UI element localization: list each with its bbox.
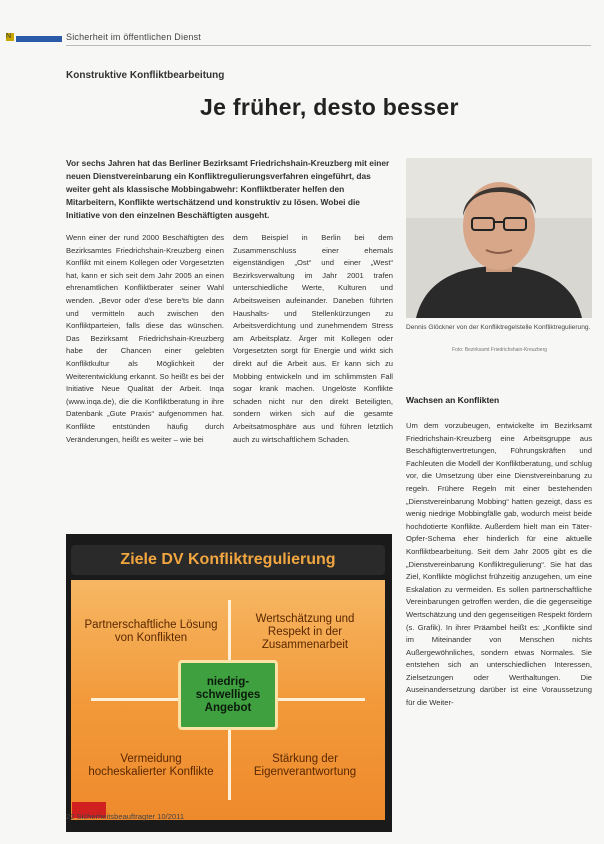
section-subheading: Wachsen an Konflikten xyxy=(406,395,500,405)
section-header: Sicherheit im öffentlichen Dienst xyxy=(66,32,201,42)
goal-top-left: Partnerschaftliche Lösung von Konflikten xyxy=(84,619,218,644)
goals-diagram xyxy=(66,534,392,832)
goal-bottom-right: Stärkung der Eigenverantwortung xyxy=(253,753,357,778)
goal-top-right: Wertschätzung und Respekt in der Zusammenarbeit xyxy=(255,612,355,651)
page-footer: 22 Sicherheitsbeauftragter 10/2011 xyxy=(66,812,185,821)
section-color-bar xyxy=(16,36,62,42)
header-divider xyxy=(66,45,591,46)
page-marker: N xyxy=(6,33,14,41)
diagram-panel xyxy=(71,580,385,820)
photo-credit: Foto: Bezirksamt Friedrichshain-Kreuzberg xyxy=(452,347,548,353)
portrait-photo xyxy=(406,158,592,318)
photo-caption: Dennis Glöckner von der Konfliktregelstelle Konfliktregulierung. xyxy=(406,324,591,331)
portrait-illustration xyxy=(406,158,592,318)
article-lead: Vor sechs Jahren hat das Berliner Bezirksamt Friedrichshain-Kreuzberg mit einer neuen Dienstvereinbarung ein Konfliktregulierungsverfahren eingeführt, das weiter geht als klassische Mobbingabwehr: Konfliktberater helfen den Mitarbeitern, Konflikte wertschätzend und konstruktiv zu lösen. Wobei die Initiative von den einzelnen Beschäftigten ausgeht. xyxy=(66,158,390,221)
body-column-2: dem Beispiel in Berlin bei dem Zusammenschluss einer ehemals eigenständigen „Ost“ und einer „West“ Bezirksverwaltung im Jahr 2001 trafen unterschiedliche Werte, Kulturen und Arbeitsweisen aufeinander. Daneben führten Haushalts- und Stellenkürzungen zu Arbeitsverdichtung und zunehmendem Stress am Arbeitsplatz. Ärger mit Kollegen oder Vorgesetzten sorgt für Energie und wirkt sich direkt auf die Arbeit aus. Er kann sich zu Mobbing entwickeln und im schlimmsten Fall sogar krank machen. Ungelöste Konflikte schaden nicht nur den direkt Beteiligten, sondern wirken sich auf die gesamte Arbeitsatmosphäre aus und führen letztlich auch zu wirtschaftlichem Schaden. xyxy=(233,233,393,444)
body-column-3: Um dem vorzubeugen, entwickelte im Bezirksamt Friedrichshain-Kreuzberg eine Arbeitsgruppe aus Beschäftigtenvertretungen, Führungskräften und Fachleuten die Modell der Konfliktberatung, und schlug vor, die Umsetzung über eine Dienstvereinbarung zu regeln. Frühere Regeln mit einer bestehenden „Dienstvereinbarung Mobbing“ hatten gezeigt, dass es wenig niedrige Mobbingfälle gab, wodurch meist beide hochdotierte Konflikte. Außerdem hielt man ein Täter-Opfer-Schema eher hinderlich für eine aktuelle Konfliktbearbeitung. Seit dem Jahr 2005 gibt es die „Dienstvereinbarung Konfliktregulierung“. Sie hat das Ziel, Konflikte möglichst frühzeitig anzugehen, um eine Eskalation zu vermeiden. Es sollen partnerschaftliche Vereinbarungen getroffen werden, die die gegenseitige Wertschätzung und den gegenseitigen Respekt fördern (s. Grafik). In ihrer Präambel heißt es: „Konflikte sind im Miteinander von Menschen nichts Außergewöhnliches, sondern etwas Normales. Sie entstehen sich an unterschiedlichen Interessen, Zielsetzungen oder Werthaltungen. Die Auseinandersetzung darüber ist eine Voraussetzung für die Weiter- xyxy=(406,421,592,708)
diagram-title: Ziele DV Konfliktregulierung xyxy=(71,545,385,575)
article-title: Je früher, desto besser xyxy=(200,94,459,120)
goal-bottom-left: Vermeidung hocheskalierter Konflikte xyxy=(88,753,214,778)
body-column-1: Wenn einer der rund 2000 Beschäftigten des Bezirksamtes Friedrichshain-Kreuzberg einen Konflikt mit einem Kollegen oder Vorgesetzten hat, kann er sich seit dem Jahr 2005 an einen ehrenamtlichen Konfliktberater seiner Wahl wenden. „Bevor oder d'ese bere'ts ble dann und vermitteln auch zwischen den Konfliktparteien, falls diese das wünschen. Das Bezirksamt Friedrichshain-Kreuzberg habe der Chancen einer gelebten Konfliktkultur als Möglichkeit der Weiterentwicklung erkannt. So heißt es bei der Initiative Neue Qualität der Arbeit. Inqa (www.inqa.de), die die Konfliktberatung in ihre Datenbank „Gute Praxis“ aufgenommen hat. Konflikte entstünden häufig durch Veränderungen, heißt es weiter – wie bei xyxy=(66,233,224,444)
goal-center: niedrig-schwelliges Angebot xyxy=(178,660,278,730)
article-kicker: Konstruktive Konfliktbearbeitung xyxy=(66,70,225,81)
